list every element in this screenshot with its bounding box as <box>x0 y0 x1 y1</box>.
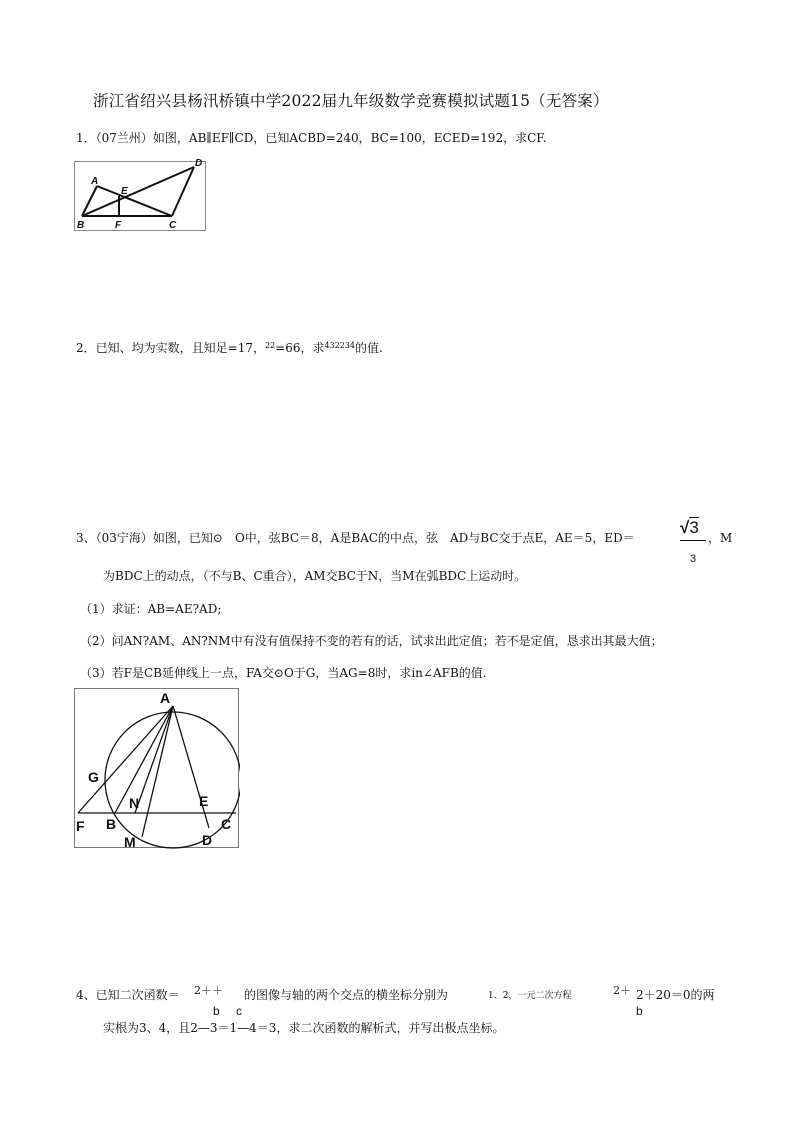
q3-label-a: A <box>160 690 171 706</box>
question-3-figure <box>74 688 240 850</box>
q3-radicand: 3 <box>689 518 699 537</box>
q3-line-ad <box>173 706 209 828</box>
q1-label-e: E <box>121 186 128 197</box>
q3-fraction-bar <box>680 540 706 541</box>
q3-radical: √ <box>680 518 690 537</box>
q3-label-m: M <box>124 834 136 850</box>
q3-label-f: F <box>76 818 85 834</box>
q3-label-c: C <box>221 816 232 832</box>
q3-denominator: 3 <box>690 553 697 565</box>
question-4-text-a: 4、已知二次函数＝ <box>76 988 180 1002</box>
page-title: 浙江省绍兴县杨汛桥镇中学2022届九年级数学竞赛模拟试题15（无答案） <box>93 92 609 110</box>
question-3-part2: （2）问AN?AM、AN?NM中有没有值保持不变的若有的话，试求出此定值；若不是定值，恳求出其最大值； <box>80 634 663 648</box>
q2-part-b: =66，求 <box>275 341 325 355</box>
q3-label-n: N <box>129 795 140 811</box>
q1-label-d: D <box>195 158 203 169</box>
question-2-text <box>76 338 383 356</box>
q3-line-af <box>78 706 173 813</box>
q3-label-e: E <box>199 793 209 809</box>
q4-under-b2: b <box>636 1004 643 1018</box>
q3-line1-end: ，M <box>708 531 733 545</box>
q4-under-b: b <box>213 1004 220 1018</box>
q1-segment-bd <box>82 167 194 216</box>
q3-sqrt-symbol <box>680 518 699 538</box>
q4-under-c: c <box>236 1004 242 1018</box>
question-4-line2: 实根为3、4，且2—3＝1—4＝3，求二次函数的解析式，并写出极点坐标。 <box>103 1021 505 1035</box>
q4-fragment-d: 2＋20＝0的两 <box>636 988 715 1002</box>
q3-line-am <box>142 706 173 837</box>
question-3-part3: （3）若F是CB延伸线上一点，FA交⊙O于G，当AG=8时，求in∠AFB的值. <box>80 666 487 680</box>
q4-fragment-c: 2＋ <box>613 984 631 997</box>
q1-segment-ac <box>97 186 172 216</box>
q3-circle <box>105 712 240 848</box>
q1-label-a: A <box>91 176 99 187</box>
q3-line-ab <box>115 706 173 813</box>
question-3-line2: 为BDC上的动点，（不与B、C重合），AM交BC于N，当M在弧BDC上运动时。 <box>103 569 527 583</box>
q3-label-g: G <box>88 769 99 785</box>
question-3-line1: 3、（03宁海）如图，已知⊙ O中，弦BC＝8，A是BAC的中点，弦 AD与BC交于点E，AE＝5，ED＝ <box>76 531 635 545</box>
q1-label-b: B <box>77 220 85 231</box>
q2-sup-b: 432234 <box>324 341 356 350</box>
q1-label-c: C <box>169 220 177 231</box>
question-1-text: 1．（07兰州）如图，AB∥EF∥CD，已知ACBD=240，BC=100，ECED=192，求CF. <box>76 131 547 145</box>
q4-fragment-a: 2＋＋ <box>194 984 223 997</box>
q3-label-b: B <box>106 816 117 832</box>
question-1-figure <box>74 158 206 232</box>
q3-line-an <box>135 706 173 813</box>
question-3-part1: （1）求证：AB=AE?AD; <box>80 602 222 616</box>
q4-fragment-b: 1、2，一元二次方程 <box>488 991 572 1001</box>
q3-label-d: D <box>202 832 213 848</box>
q2-sup-a: 22 <box>264 341 276 350</box>
q1-label-f: F <box>115 220 122 231</box>
q2-part-a: 2．已知、均为实数，且知足=17， <box>76 341 265 355</box>
question-4-text-b: 的图像与轴的两个交点的横坐标分别为 <box>244 988 449 1002</box>
q2-part-c: 的值. <box>355 341 383 355</box>
